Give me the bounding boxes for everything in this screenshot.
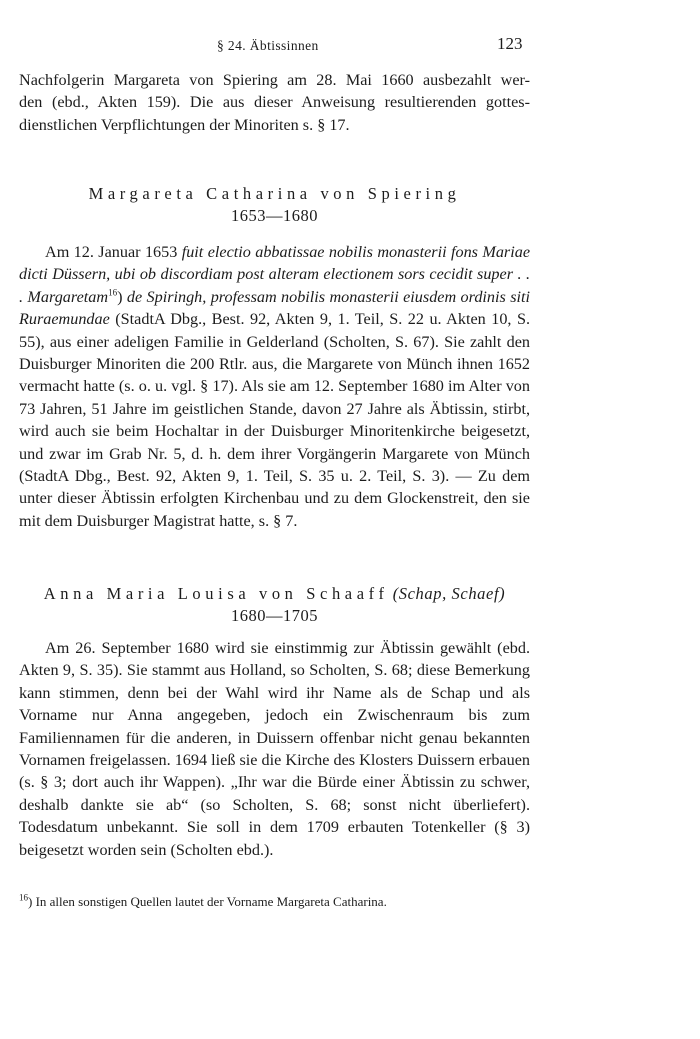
section-heading-schaaff xyxy=(19,583,530,627)
latin-quote: fuit electio abbatissae nobilis monasterii fons Mariae dicti Düssern, ubi ob discordiam post alteram electionem sors cecidit super . . . Margaretam xyxy=(19,243,531,306)
abbess-name-line xyxy=(19,583,530,605)
abbess-name-alias: (Schap, Schaef) xyxy=(392,584,506,603)
running-header xyxy=(0,34,700,55)
paragraph-text: (StadtA Dbg., Best. 92, Akten 9, 1. Teil, S. 22 u. Akten 10, S. 55), aus einer adeligen Familie in Gelderland (Scholten, S. 67). Sie zahlt den Duisburger Minoriten die 200 Rtlr. aus, die Margarete von Münch ihnen 1652 vermacht hatte (s. o. u. vgl. § 17). Als sie am 12. September 1680 im Alter von 73 Jahren, 51 Jahre im geistlichen Stande, davon 27 Jahre als Äbtissin, stirbt, wird auch sie beim Hochaltar in der Duisburger Minoritenkirche beigesetzt, und zwar im Grab Nr. 5, d. h. dem ihrer Vorgängerin Margarete von Münch (StadtA Dbg., Best. 92, Akten 9, 1. Teil, S. 35 u. 2. Teil, S. 3). — Zu dem unter dieser Äbtissin erfolgten Kirchenbau und zu dem Glockenstreit, den sie mit dem Duisburger Magistrat hatte, s. § 7. xyxy=(19,310,530,530)
intro-line: den (ebd., Akten 159). Die aus dieser Anweisung resultierenden gottes- xyxy=(19,93,530,112)
paragraph-spiering xyxy=(19,241,530,532)
abbess-name: Anna Maria Louisa von Schaaff xyxy=(43,584,389,603)
abbess-name: Margareta Catharina von Spiering xyxy=(88,184,461,203)
intro-line: Nachfolgerin Margareta von Spiering am 28. Mai 1660 ausbezahlt wer- xyxy=(19,71,530,89)
footnote xyxy=(19,893,530,911)
paragraph-schaaff xyxy=(19,637,530,861)
body-paragraph: Am 26. September 1680 wird sie einstimmig zur Äbtissin gewählt (ebd. Akten 9, S. 35). Sie stammt aus Holland, so Scholten, S. 68; diese Bemerkung kann stimmen, denn bei der Wahl wird ihr Name als de Schap und als Vorname nur Anna angegeben, jedoch ein Zwischenraum bis zum Familiennamen für die anderen, in Duissern offenbar nicht genau bekannten Vornamen freigelassen. 1694 ließ sie die Kirche des Klosters Duissern erbauen (s. § 3; dort auch ihr Wappen). „Ihr war die Bürde einer Äbtissin zu schwer, deshalb dankte sie ab“ (so Scholten, S. 68; sonst nicht überliefert). Todesdatum unbekannt. Sie soll in dem 1709 erbauten Totenkeller (§ 3) beigesetzt worden sein (Scholten ebd.). xyxy=(19,639,530,859)
intro-line: dienstlichen Verpflichtungen der Minoriten s. § 17. xyxy=(19,115,350,134)
running-title: § 24. Äbtissinnen xyxy=(217,38,319,53)
footnote-text: ) In allen sonstigen Quellen lautet der Vorname Margareta Catharina. xyxy=(28,894,387,909)
footnote-mark: 16 xyxy=(19,892,28,903)
footnote-reference: 16 xyxy=(108,287,118,298)
intro-paragraph xyxy=(19,69,530,136)
abbess-years: 1653—1680 xyxy=(231,206,318,225)
body-paragraph xyxy=(19,241,530,532)
page-number: 123 xyxy=(497,34,523,53)
latin-quote: de Spiringh, professam nobilis monasterii eiusdem ordinis siti Ruraemundae xyxy=(19,287,530,329)
section-heading-spiering xyxy=(19,183,530,227)
paragraph-text: Am 12. Januar 1653 xyxy=(45,243,182,261)
paragraph-text: ) xyxy=(117,287,127,306)
abbess-years: 1680—1705 xyxy=(231,606,318,625)
